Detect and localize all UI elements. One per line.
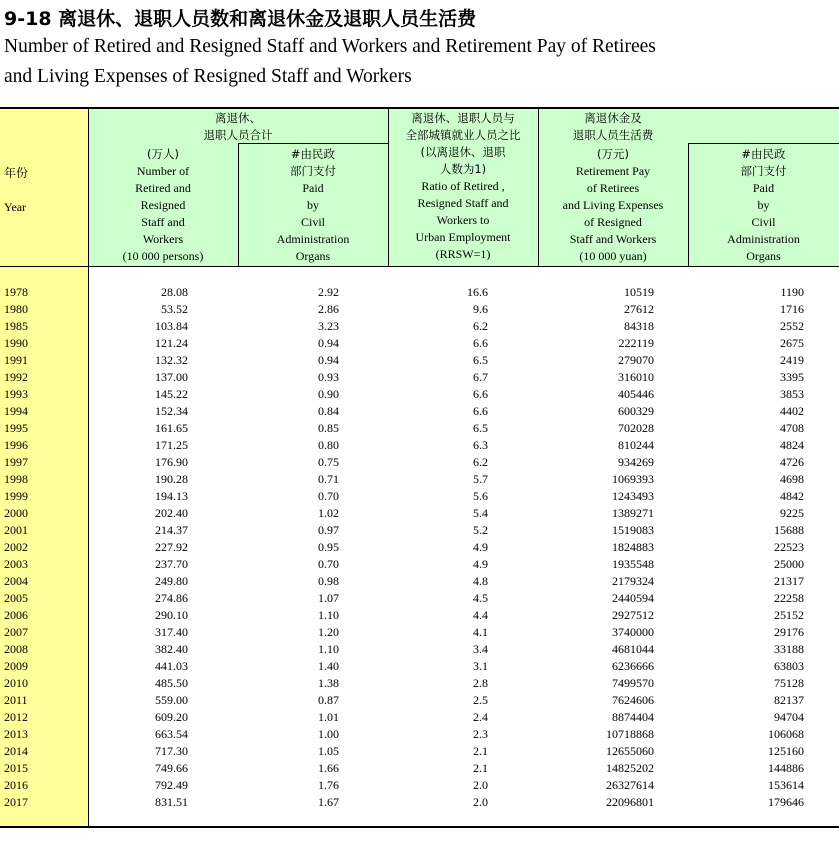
retirement-pay-cell: 8874404 — [612, 710, 654, 724]
retired-total-cell: 317.40 — [155, 625, 188, 639]
year-cell: 1995 — [4, 421, 28, 435]
retirement-pay-cell: 7499570 — [612, 676, 654, 690]
table-row — [0, 386, 839, 403]
header-group4 — [538, 110, 688, 144]
retired-total-cell: 831.51 — [155, 795, 188, 809]
civil-pay-cell: 125160 — [768, 744, 804, 758]
ratio-cell: 4.1 — [473, 625, 488, 639]
header-col1-line: (10 000 persons) — [122, 249, 204, 263]
retirement-pay-cell: 702028 — [618, 421, 654, 435]
table-top-rule — [0, 107, 839, 109]
civil-paid-cell: 1.10 — [318, 608, 339, 622]
year-cell: 2003 — [4, 557, 28, 571]
retired-total-cell: 137.00 — [155, 370, 188, 384]
civil-pay-cell: 15688 — [774, 523, 804, 537]
civil-paid-cell: 0.90 — [318, 387, 339, 401]
year-cell: 2005 — [4, 591, 28, 605]
civil-pay-cell: 4726 — [780, 455, 804, 469]
header-bottom-rule — [0, 266, 839, 267]
header-col3 — [388, 110, 538, 263]
ratio-cell: 6.3 — [473, 438, 488, 452]
table-row — [0, 556, 839, 573]
header-col3-line: 人数为1) — [439, 162, 487, 176]
retired-total-cell: 171.25 — [155, 438, 188, 452]
ratio-cell: 6.5 — [473, 421, 488, 435]
year-cell: 2013 — [4, 727, 28, 741]
retirement-pay-cell: 2440594 — [612, 591, 654, 605]
ratio-cell: 2.4 — [473, 710, 488, 724]
civil-paid-cell: 0.70 — [318, 489, 339, 503]
retired-total-cell: 749.66 — [155, 761, 188, 775]
retirement-pay-cell: 2927512 — [612, 608, 654, 622]
retired-total-cell: 53.52 — [161, 302, 188, 316]
retirement-pay-cell: 1389271 — [612, 506, 654, 520]
table-row — [0, 369, 839, 386]
civil-paid-cell: 0.80 — [318, 438, 339, 452]
year-cell: 1999 — [4, 489, 28, 503]
ratio-cell: 2.5 — [473, 693, 488, 707]
retired-total-cell: 121.24 — [155, 336, 188, 350]
civil-pay-cell: 144886 — [768, 761, 804, 775]
header-col3-line: (RRSW=1) — [435, 247, 491, 261]
retirement-pay-cell: 222119 — [618, 336, 654, 350]
civil-pay-cell: 4842 — [780, 489, 804, 503]
header-col4 — [538, 146, 688, 265]
subheader-rule-col5 — [688, 143, 839, 144]
ratio-cell: 4.4 — [473, 608, 488, 622]
retirement-pay-cell: 1243493 — [612, 489, 654, 503]
year-cell: 2004 — [4, 574, 28, 588]
civil-pay-cell: 3395 — [780, 370, 804, 384]
civil-pay-cell: 25152 — [774, 608, 804, 622]
header-year-en: Year — [4, 200, 27, 214]
retirement-pay-cell: 934269 — [618, 455, 654, 469]
header-col4-line: (万元) — [597, 147, 629, 161]
year-cell: 2014 — [4, 744, 28, 758]
civil-pay-cell: 22523 — [774, 540, 804, 554]
civil-pay-cell: 75128 — [774, 676, 804, 690]
retirement-pay-cell: 7624606 — [612, 693, 654, 707]
retired-total-cell: 214.37 — [155, 523, 188, 537]
header-col3-line: Ratio of Retired , — [421, 179, 505, 193]
year-cell: 2015 — [4, 761, 28, 775]
table-row — [0, 488, 839, 505]
civil-pay-cell: 4698 — [780, 472, 804, 486]
retired-total-cell: 28.08 — [161, 285, 188, 299]
header-col5-line: Organs — [746, 249, 781, 263]
table-row — [0, 607, 839, 624]
civil-paid-cell: 1.00 — [318, 727, 339, 741]
civil-paid-cell: 0.95 — [318, 540, 339, 554]
table-row — [0, 692, 839, 709]
header-col2-line: Administration — [276, 232, 350, 246]
civil-pay-cell: 82137 — [774, 693, 804, 707]
header-col2 — [238, 146, 388, 265]
civil-paid-cell: 0.85 — [318, 421, 339, 435]
civil-paid-cell: 1.10 — [318, 642, 339, 656]
header-col4-line: and Living Expenses — [562, 198, 664, 212]
table-row — [0, 590, 839, 607]
header-col5-line: 部门支付 — [740, 164, 787, 178]
civil-pay-cell: 33188 — [774, 642, 804, 656]
ratio-cell: 3.4 — [473, 642, 488, 656]
civil-paid-cell: 1.67 — [318, 795, 339, 809]
header-col3-line: Workers to — [436, 213, 490, 227]
year-cell: 1993 — [4, 387, 28, 401]
year-cell: 2009 — [4, 659, 28, 673]
civil-paid-cell: 0.87 — [318, 693, 339, 707]
year-cell: 1997 — [4, 455, 28, 469]
retirement-pay-cell: 2179324 — [612, 574, 654, 588]
civil-pay-cell: 63803 — [774, 659, 804, 673]
table-row — [0, 437, 839, 454]
year-cell: 1991 — [4, 353, 28, 367]
ratio-cell: 4.9 — [473, 557, 488, 571]
retired-total-cell: 441.03 — [155, 659, 188, 673]
retirement-pay-cell: 4681044 — [612, 642, 654, 656]
ratio-cell: 6.6 — [473, 404, 488, 418]
ratio-cell: 6.6 — [473, 336, 488, 350]
retired-total-cell: 152.34 — [155, 404, 188, 418]
civil-pay-cell: 2419 — [780, 353, 804, 367]
civil-paid-cell: 1.05 — [318, 744, 339, 758]
ratio-cell: 2.8 — [473, 676, 488, 690]
retired-total-cell: 145.22 — [155, 387, 188, 401]
retirement-pay-cell: 810244 — [618, 438, 654, 452]
header-col4-line: of Resigned — [584, 215, 642, 229]
retired-total-cell: 249.80 — [155, 574, 188, 588]
retirement-pay-cell: 22096801 — [606, 795, 654, 809]
table-row — [0, 522, 839, 539]
retired-total-cell: 382.40 — [155, 642, 188, 656]
year-cell: 2001 — [4, 523, 28, 537]
year-cell: 2007 — [4, 625, 28, 639]
header-group4-cn-2: 退职人员生活费 — [572, 128, 654, 142]
table-row — [0, 658, 839, 675]
retirement-pay-cell: 10718868 — [606, 727, 654, 741]
retirement-pay-cell: 405446 — [618, 387, 654, 401]
civil-paid-cell: 0.71 — [318, 472, 339, 486]
retired-total-cell: 485.50 — [155, 676, 188, 690]
retirement-pay-cell: 600329 — [618, 404, 654, 418]
year-cell: 1980 — [4, 302, 28, 316]
header-group1-cn-2: 退职人员合计 — [203, 128, 273, 142]
civil-pay-cell: 21317 — [774, 574, 804, 588]
retired-total-cell: 176.90 — [155, 455, 188, 469]
year-cell: 1978 — [4, 285, 28, 299]
table-row — [0, 420, 839, 437]
table-row — [0, 743, 839, 760]
ratio-cell: 6.5 — [473, 353, 488, 367]
table-row — [0, 794, 839, 811]
retired-total-cell: 290.10 — [155, 608, 188, 622]
ratio-cell: 2.0 — [473, 778, 488, 792]
header-col3-line: Resigned Staff and — [417, 196, 509, 210]
civil-paid-cell: 1.40 — [318, 659, 339, 673]
table-row — [0, 777, 839, 794]
header-col4-line: Staff and Workers — [569, 232, 657, 246]
civil-pay-cell: 4708 — [780, 421, 804, 435]
header-col5-line: Paid — [752, 181, 775, 195]
ratio-cell: 16.6 — [467, 285, 488, 299]
civil-paid-cell: 1.07 — [318, 591, 339, 605]
header-group1-cn-1: 离退休、 — [215, 111, 261, 125]
civil-pay-cell: 2552 — [780, 319, 804, 333]
retirement-pay-cell: 3740000 — [612, 625, 654, 639]
header-col3-line: 全部城镇就业人员之比 — [405, 128, 521, 142]
table-row — [0, 505, 839, 522]
ratio-cell: 5.2 — [473, 523, 488, 537]
retired-total-cell: 202.40 — [155, 506, 188, 520]
ratio-cell: 5.4 — [473, 506, 488, 520]
year-cell: 1998 — [4, 472, 28, 486]
ratio-cell: 6.2 — [473, 455, 488, 469]
year-cell: 1996 — [4, 438, 28, 452]
header-col4-line: (10 000 yuan) — [579, 249, 647, 263]
civil-paid-cell: 0.93 — [318, 370, 339, 384]
year-cell: 2017 — [4, 795, 28, 809]
ratio-cell: 4.5 — [473, 591, 488, 605]
civil-paid-cell: 0.84 — [318, 404, 339, 418]
header-col3-line: 离退休、退职人员与 — [411, 111, 515, 125]
retirement-pay-cell: 279070 — [618, 353, 654, 367]
table-row — [0, 709, 839, 726]
year-cell: 2002 — [4, 540, 28, 554]
table-row — [0, 641, 839, 658]
retired-total-cell: 609.20 — [155, 710, 188, 724]
civil-pay-cell: 2675 — [780, 336, 804, 350]
year-cell: 2012 — [4, 710, 28, 724]
ratio-cell: 2.0 — [473, 795, 488, 809]
civil-paid-cell: 3.23 — [318, 319, 339, 333]
header-col4-line: of Retirees — [586, 181, 640, 195]
table-title-english-line2: and Living Expenses of Resigned Staff and Workers — [4, 66, 412, 87]
retirement-pay-cell: 26327614 — [606, 778, 654, 792]
year-cell: 1990 — [4, 336, 28, 350]
header-col1-line: Retired and — [135, 181, 191, 195]
table-bottom-rule — [0, 826, 839, 828]
civil-pay-cell: 153614 — [768, 778, 804, 792]
retired-total-cell: 194.13 — [155, 489, 188, 503]
civil-pay-cell: 1190 — [780, 285, 804, 299]
retirement-pay-cell: 84318 — [624, 319, 654, 333]
civil-pay-cell: 1716 — [780, 302, 804, 316]
ratio-cell: 2.1 — [473, 744, 488, 758]
civil-pay-cell: 9225 — [780, 506, 804, 520]
civil-paid-cell: 1.76 — [318, 778, 339, 792]
year-cell: 2010 — [4, 676, 28, 690]
retired-total-cell: 663.54 — [155, 727, 188, 741]
civil-pay-cell: 25000 — [774, 557, 804, 571]
civil-paid-cell: 0.75 — [318, 455, 339, 469]
table-title-chinese: 9-18 离退休、退职人员数和离退休金及退职人员生活费 — [4, 8, 477, 30]
civil-paid-cell: 1.02 — [318, 506, 339, 520]
ratio-cell: 6.2 — [473, 319, 488, 333]
table-row — [0, 352, 839, 369]
retirement-pay-cell: 316010 — [618, 370, 654, 384]
civil-paid-cell: 2.86 — [318, 302, 339, 316]
table-row — [0, 454, 839, 471]
header-col1-line: (万人) — [147, 147, 179, 161]
table-row — [0, 471, 839, 488]
civil-paid-cell: 1.20 — [318, 625, 339, 639]
civil-paid-cell: 1.66 — [318, 761, 339, 775]
header-col3-line: Urban Employment — [415, 230, 511, 244]
retired-total-cell: 132.32 — [155, 353, 188, 367]
header-col2-line: Paid — [302, 181, 324, 195]
retirement-pay-cell: 14825202 — [606, 761, 654, 775]
header-year-cn: 年份 — [4, 166, 29, 180]
civil-pay-cell: 3853 — [780, 387, 804, 401]
table-row — [0, 573, 839, 590]
header-col1-line: Number of — [136, 164, 190, 178]
table-row — [0, 624, 839, 641]
year-cell: 1985 — [4, 319, 28, 333]
header-col1-line: Workers — [142, 232, 184, 246]
header-col2-line: #由民政 — [290, 147, 336, 161]
ratio-cell: 5.6 — [473, 489, 488, 503]
header-col2-line: Civil — [300, 215, 325, 229]
retirement-pay-cell: 1935548 — [612, 557, 654, 571]
year-cell: 1992 — [4, 370, 28, 384]
table-row — [0, 318, 839, 335]
table-row — [0, 760, 839, 777]
retirement-pay-cell: 1069393 — [612, 472, 654, 486]
header-col5-line: Civil — [751, 215, 776, 229]
header-col5-line: #由民政 — [741, 147, 786, 161]
header-col3-line: (以离退休、退职 — [420, 145, 506, 159]
civil-pay-cell: 4402 — [780, 404, 804, 418]
ratio-cell: 2.3 — [473, 727, 488, 741]
year-cell: 2008 — [4, 642, 28, 656]
civil-paid-cell: 1.38 — [318, 676, 339, 690]
civil-paid-cell: 0.94 — [318, 336, 339, 350]
civil-paid-cell: 1.01 — [318, 710, 339, 724]
table-title-english-line1: Number of Retired and Resigned Staff and Workers and Retirement Pay of Retirees — [4, 36, 656, 57]
retirement-pay-cell: 1519083 — [612, 523, 654, 537]
retired-total-cell: 161.65 — [155, 421, 188, 435]
table-row — [0, 539, 839, 556]
header-col4-line: Retirement Pay — [575, 164, 651, 178]
retirement-pay-cell: 10519 — [624, 285, 654, 299]
ratio-cell: 5.7 — [473, 472, 488, 486]
retirement-pay-cell: 6236666 — [612, 659, 654, 673]
civil-paid-cell: 0.70 — [318, 557, 339, 571]
header-col5-line: by — [757, 198, 770, 212]
table-row — [0, 675, 839, 692]
year-cell: 2011 — [4, 693, 28, 707]
retired-total-cell: 190.28 — [155, 472, 188, 486]
header-group4-cn-1: 离退休金及 — [584, 111, 642, 125]
civil-pay-cell: 4824 — [780, 438, 804, 452]
retired-total-cell: 237.70 — [155, 557, 188, 571]
table-row — [0, 726, 839, 743]
retired-total-cell: 103.84 — [155, 319, 188, 333]
table-row — [0, 284, 839, 301]
retired-total-cell: 792.49 — [155, 778, 188, 792]
ratio-cell: 4.8 — [473, 574, 488, 588]
ratio-cell: 6.7 — [473, 370, 488, 384]
header-col1 — [88, 146, 238, 265]
civil-pay-cell: 22258 — [774, 591, 804, 605]
retired-total-cell: 717.30 — [155, 744, 188, 758]
ratio-cell: 4.9 — [473, 540, 488, 554]
year-cell: 2006 — [4, 608, 28, 622]
ratio-cell: 9.6 — [473, 302, 488, 316]
year-cell: 2016 — [4, 778, 28, 792]
civil-paid-cell: 0.94 — [318, 353, 339, 367]
ratio-cell: 3.1 — [473, 659, 488, 673]
retired-total-cell: 559.00 — [155, 693, 188, 707]
civil-pay-cell: 106068 — [768, 727, 804, 741]
table-row — [0, 335, 839, 352]
header-col1-line: Staff and — [141, 215, 185, 229]
retired-total-cell: 274.86 — [155, 591, 188, 605]
table-row — [0, 301, 839, 318]
year-cell: 2000 — [4, 506, 28, 520]
year-cell: 1994 — [4, 404, 28, 418]
retirement-pay-cell: 27612 — [624, 302, 654, 316]
header-col1-line: Resigned — [140, 198, 186, 212]
header-col2-line: by — [307, 198, 319, 212]
retirement-pay-cell: 1824883 — [612, 540, 654, 554]
civil-pay-cell: 94704 — [774, 710, 804, 724]
civil-pay-cell: 29176 — [774, 625, 804, 639]
civil-paid-cell: 0.97 — [318, 523, 339, 537]
civil-paid-cell: 2.92 — [318, 285, 339, 299]
retirement-pay-cell: 12655060 — [606, 744, 654, 758]
table-row — [0, 403, 839, 420]
civil-paid-cell: 0.98 — [318, 574, 339, 588]
ratio-cell: 6.6 — [473, 387, 488, 401]
header-col5 — [688, 146, 839, 265]
header-col2-line: 部门支付 — [290, 164, 336, 178]
ratio-cell: 2.1 — [473, 761, 488, 775]
retired-total-cell: 227.92 — [155, 540, 188, 554]
header-col2-line: Organs — [295, 249, 331, 263]
civil-pay-cell: 179646 — [768, 795, 804, 809]
header-col5-line: Administration — [727, 232, 800, 246]
header-group1 — [88, 110, 388, 144]
